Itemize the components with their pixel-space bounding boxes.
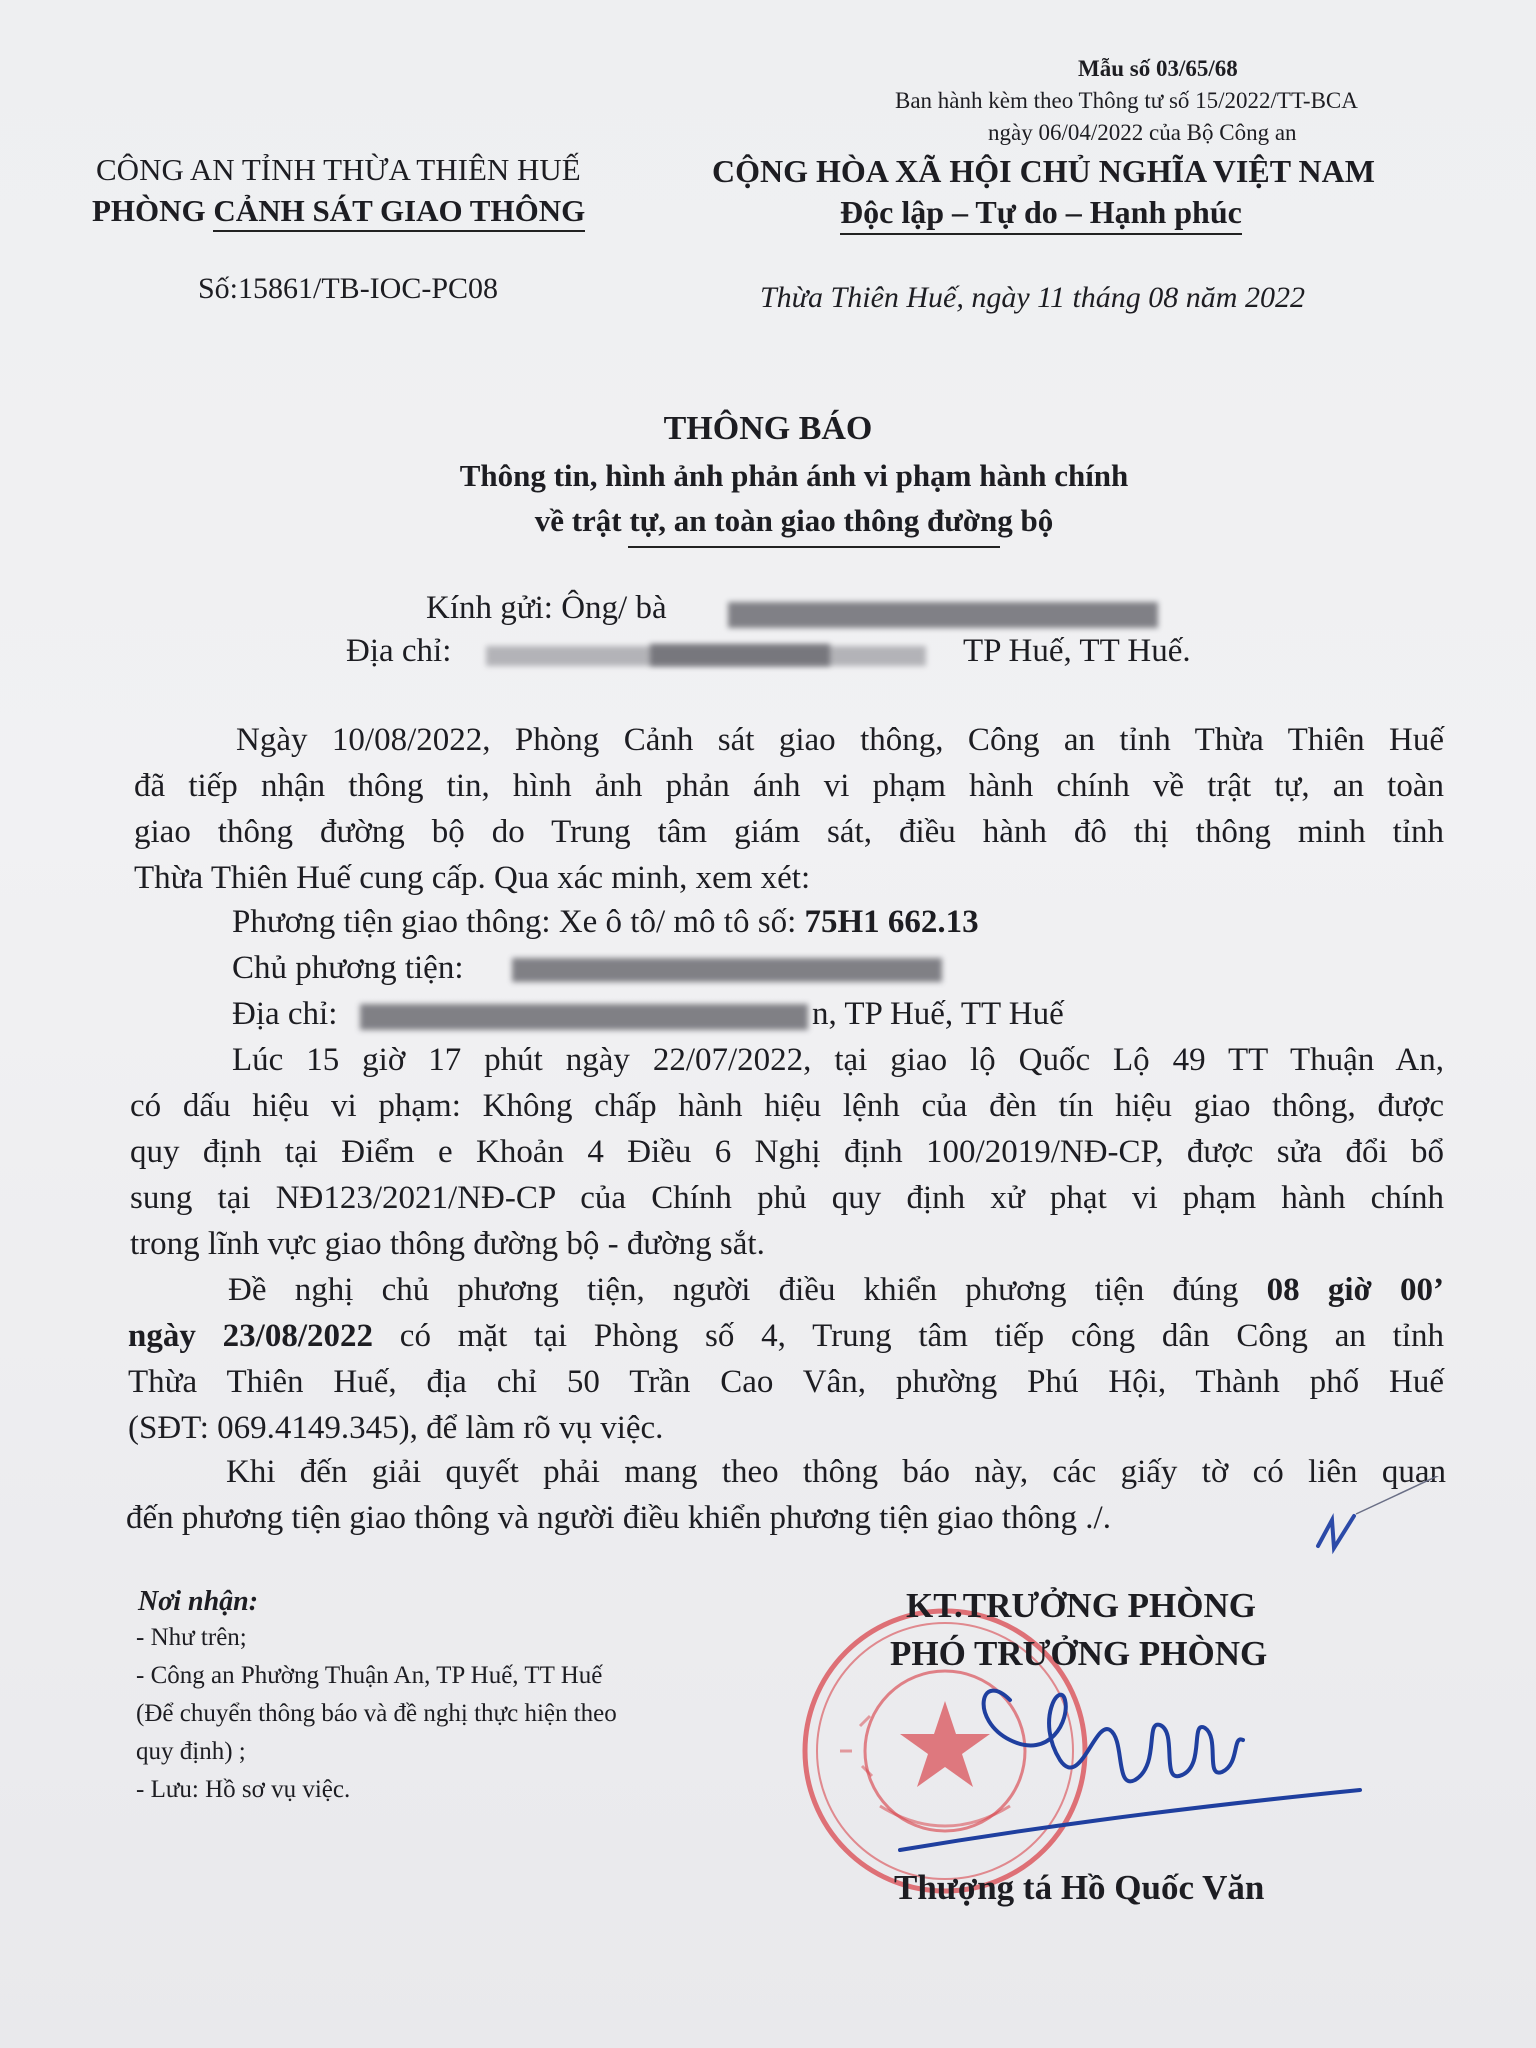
recipient-item-4: quy định) ; [136,1738,246,1765]
body-p1-line-4: Thừa Thiên Huế cung cấp. Qua xác minh, xem xét: [134,860,811,896]
document-subtitle-2: về trật tự, an toàn giao thông đường bộ [534,503,1054,538]
vehicle-label: Phương tiện giao thông: Xe ô tô/ mô tô số: [232,904,805,940]
owner-address-tail: n, TP Huế, TT Huế [812,996,1064,1032]
body-p1-line-1: Ngày 10/08/2022, Phòng Cảnh sát giao thông, Công an tỉnh Thừa Thiên Huế [236,722,1444,758]
signature-title-2: PHÓ TRƯỞNG PHÒNG [890,1634,1268,1673]
recipient-address-label: Địa chỉ: [346,633,452,669]
recipient-address-tail: TP Huế, TT Huế. [963,633,1191,669]
motto [840,194,1242,231]
recipient-item-2: - Công an Phường Thuận An, TP Huế, TT Huế [136,1662,603,1689]
body-p3-line-1-text: Đề nghị chủ phương tiện, người điều khiển phương tiện đúng [228,1272,1267,1308]
recipient-item-5: - Lưu: Hồ sơ vụ việc. [136,1776,351,1803]
body-p4-line-1: Khi đến giải quyết phải mang theo thông báo này, các giấy tờ có liên quan [226,1454,1446,1490]
recipients-title: Nơi nhận: [138,1586,259,1617]
body-p1-line-2: đã tiếp nhận thông tin, hình ảnh phản ánh vi phạm hành chính về trật tự, an toàn [134,768,1444,804]
document-number: Số:15861/TB-IOC-PC08 [198,272,499,305]
body-p3-line-4: (SĐT: 069.4149.345), để làm rõ vụ việc. [128,1410,664,1446]
recipient-item-3: (Để chuyển thông báo và đề nghị thực hiện theo [136,1700,617,1727]
form-issued-with: Ban hành kèm theo Thông tư số 15/2022/TT-BCA [895,88,1358,113]
title-underline [628,546,1000,548]
vehicle-line [232,904,979,941]
body-p2-line-1: Lúc 15 giờ 17 phút ngày 22/07/2022, tại giao lộ Quốc Lộ 49 TT Thuận An, [232,1042,1444,1078]
department-prefix: PHÒNG [92,193,214,228]
body-p3-line-3: Thừa Thiên Huế, địa chỉ 50 Trần Cao Vân, phường Phú Hội, Thành phố Huế [128,1364,1444,1400]
nation-header: CỘNG HÒA XÃ HỘI CHỦ NGHĨA VIỆT NAM [712,153,1375,189]
document-title: THÔNG BÁO [663,410,873,447]
signature-title-1: KT.TRƯỞNG PHÒNG [906,1586,1256,1625]
body-p3-line-1 [228,1272,1444,1309]
redacted-owner [512,958,942,982]
body-p3-line-2-text: có mặt tại Phòng số 4, Trung tâm tiếp công dân Công an tỉnh [373,1318,1444,1354]
appointment-date: ngày 23/08/2022 [128,1318,373,1354]
vehicle-plate: 75H1 662.13 [804,904,979,940]
motto-text: Độc lập – Tự do – Hạnh phúc [840,194,1242,235]
document-subtitle-1: Thông tin, hình ảnh phản ánh vi phạm hành chính [459,458,1129,493]
body-p2-line-5: trong lĩnh vực giao thông đường bộ - đường sắt. [130,1226,765,1262]
appointment-time: 08 giờ 00’ [1266,1272,1444,1308]
body-p2-line-4: sung tại NĐ123/2021/NĐ-CP của Chính phủ quy định xử phạt vi phạm hành chính [130,1180,1444,1216]
body-p4-line-2: đến phương tiện giao thông và người điều khiển phương tiện giao thông ./. [126,1500,1111,1536]
body-p2-line-3: quy định tại Điểm e Khoản 4 Điều 6 Nghị định 100/2019/NĐ-CP, được sửa đổi bổ [130,1134,1444,1170]
body-p1-line-3: giao thông đường bộ do Trung tâm giám sát, điều hành đô thị thông minh tỉnh [134,814,1444,850]
agency-name: CÔNG AN TỈNH THỪA THIÊN HUẾ [96,152,581,187]
place-date: Thừa Thiên Huế, ngày 11 tháng 08 năm 2022 [760,281,1305,314]
redacted-name [728,602,1158,628]
owner-address-label: Địa chỉ: [232,996,338,1032]
body-p3-line-2 [128,1318,1444,1355]
signer-name: Thượng tá Hồ Quốc Văn [894,1868,1265,1907]
recipient-item-1: - Như trên; [136,1624,247,1651]
owner-label: Chủ phương tiện: [232,950,464,986]
department-underlined: CẢNH SÁT GIAO THÔNG [213,193,585,232]
handwritten-signature [860,1660,1380,1860]
form-number: Mẫu số 03/65/68 [1078,56,1238,81]
handwritten-end-mark [1298,1476,1448,1566]
recipient-greeting: Kính gửi: Ông/ bà [426,590,667,626]
form-issued-date: ngày 06/04/2022 của Bộ Công an [988,120,1297,145]
redacted-owner-address [360,1004,808,1030]
department-name [92,193,585,229]
body-p2-line-2: có dấu hiệu vi phạm: Không chấp hành hiệu lệnh của đèn tín hiệu giao thông, được [130,1088,1444,1124]
redacted-address-dark [650,644,830,666]
